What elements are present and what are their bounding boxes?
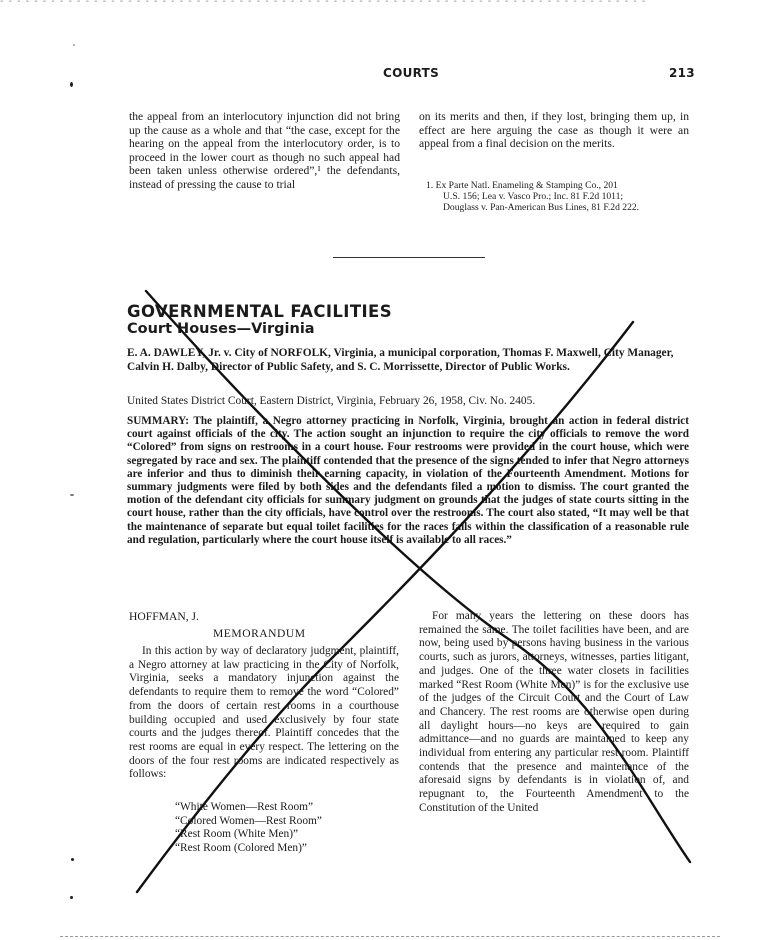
opinion-right-column: For many years the lettering on these doors has remained the same. The toilet facilities have been, and are now, being used by persons having business in the various courts, such as jurors, attorneys, witnesses, parties litigant, and judges. One of the three water closets in facilities marked “Rest Room (White Men)” is for the exclusive use of the judges of the Circuit Court and the Court of Law and Chancery. The rest rooms are otherwise open during all daylight hours—no keys are required to gain admittance—and no guards are maintained to keep any individual from entering any particular rest room. Plaintiff contends that the presence and maintenance of the aforesaid signs by defendants is in violation of, and repugnant to, the Fourteenth Amendment to the Constitution of the United	[419, 610, 689, 814]
footnote-line: 1. Ex Parte Natl. Enameling & Stamping Co., 201	[426, 180, 618, 191]
section-subtitle: Court Houses—Virginia	[127, 321, 315, 337]
opinion-left-column: In this action by way of declaratory judgment, plaintiff, a Negro attorney at law practicing in the City of Norfolk, Virginia, seeks a mandatory injunction against the defendants to require them to remove the word “Colored” from the doors of certain rest rooms in a courthouse building occupied and used exclusively by four state courts and the judges thereof. Plaintiff concedes that the rest rooms are equal in every respect. The lettering on the doors of the four rest rooms are indicated respectively as follows:	[129, 645, 399, 781]
court-line: United States District Court, Eastern District, Virginia, February 26, 1958, Civ. No. 2405.	[127, 395, 536, 407]
footnote-line: Douglass v. Pan-American Bus Lines, 81 F.2d 222.	[443, 202, 640, 214]
door-sign: “White Women—Rest Room”	[175, 801, 314, 813]
running-title: COURTS	[383, 66, 440, 80]
case-caption: E. A. DAWLEY, Jr. v. City of NORFOLK, Virginia, a municipal corporation, Thomas F. Maxwell, City Manager, Calvin H. Dalby, Director of Public Safety, and S. C. Morrissette, Director of Public Works.	[127, 347, 674, 374]
continuation-left-column: the appeal from an interlocutory injunction did not bring up the cause as a whole and that “the case, except for the hearing on the appeal from the interlocutory order, is to proceed in the lower court as though no such appeal had been taken unless otherwise ordered”,¹ the defendants, instead of pressing the cause to trial	[129, 110, 400, 191]
summary-text: The plaintiff, a Negro attorney practicing in Norfolk, Virginia, brought an action in federal district court against officials of the city. The action sought an injunction to require the city officials to remove the word “Colored” from signs on restrooms in a court house. Four restrooms were provided in the court house, which were segregated by race and sex. The plaintiff contended that the presence of the signs tended to infer that Negro attorneys are inferior and thus to diminish their earning capacity, in violation of the Fourteenth Amendment. Motions for summary judgments were filed by both sides and the defendants filed a motion to dismiss. The court granted the motion of the defendant city officials for summary judgment on grounds that the judges of state courts sitting in the court house, rather than the city officials, have control over the restrooms. The court also stated, “It may well be that the maintenance of separate but equal toilet facilities for the races falls within the classification of a reasonable rule and regulation, particularly where the court house itself is available to all races.”	[127, 415, 689, 546]
footnote-line: U.S. 156; Lea v. Vasco Pro.; Inc. 81 F.2d 1011;	[443, 191, 624, 203]
judge-name: HOFFMAN, J.	[129, 610, 199, 623]
continuation-right-column: on its merits and then, if they lost, bringing them up, in effect are here arguing the case as though it were an appeal from a final decision on the merits.	[419, 110, 689, 151]
page-number: 213	[669, 66, 695, 80]
door-sign: “Rest Room (White Men)”	[175, 828, 299, 841]
door-sign: “Colored Women—Rest Room”	[175, 814, 322, 827]
section-title: GOVERNMENTAL FACILITIES	[127, 302, 392, 321]
memorandum-heading: MEMORANDUM	[213, 627, 306, 640]
summary-label: SUMMARY:	[127, 415, 189, 427]
scan-edge-top: - - - - - - - - - - - - - - - - - - - - - - - - - - - - - - - - - - - - - - - - - - - - - - - - - - - - - - - - - - - - - - - - - - - - - - - - - - - -	[0, 0, 647, 7]
door-sign: “Rest Room (Colored Men)”	[175, 842, 307, 855]
